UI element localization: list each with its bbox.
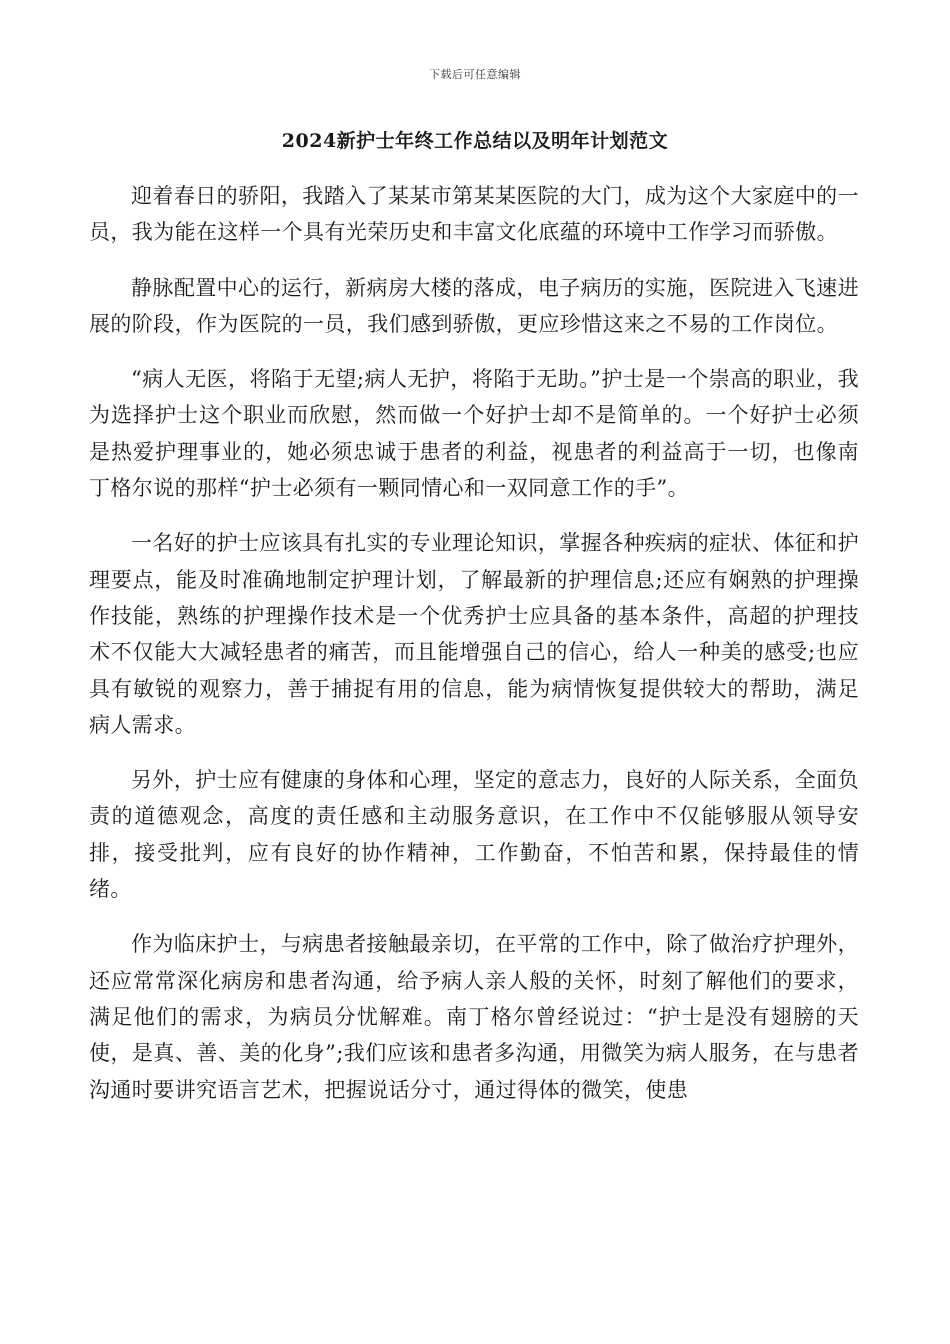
paragraph: 一名好的护士应该具有扎实的专业理论知识，掌握各种疾病的症状、体征和护理要点，能及时准确地制定护理计划，了解最新的护理信息;还应有娴熟的护理操作技能，熟练的护理操作技术是一个优秀护士应具备的基本条件，高超的护理技术不仅能大大减轻患者的痛苦，而且能增强自己的信心，给人一种美的感受;也应具有敏锐的观察力，善于捕捉有用的信息，能为病情恢复提供较大的帮助，满足病人需求。 bbox=[89, 531, 859, 737]
paragraph: “病人无医，将陷于无望;病人无护，将陷于无助。”护士是一个崇高的职业，我为选择护士这个职业而欣慰，然而做一个好护士却不是简单的。一个好护士必须是热爱护理事业的，她必须忠诚于患者的利益，视患者的利益高于一切，也像南丁格尔说的那样“护士必须有一颗同情心和一双同意工作的手”。 bbox=[89, 367, 859, 501]
document-body bbox=[89, 178, 859, 1127]
paragraph: 迎着春日的骄阳，我踏入了某某市第某某医院的大门，成为这个大家庭中的一员，我为能在这样一个具有光荣历史和丰富文化底蕴的环境中工作学习而骄傲。 bbox=[89, 184, 859, 245]
paragraph: 另外，护士应有健康的身体和心理，坚定的意志力，良好的人际关系，全面负责的道德观念，高度的责任感和主动服务意识，在工作中不仅能够服从领导安排，接受批判，应有良好的协作精神，工作勤奋，不怕苦和累，保持最佳的情绪。 bbox=[89, 768, 859, 902]
document-title: 2024新护士年终工作总结以及明年计划范文 bbox=[281, 130, 669, 152]
paragraph: 静脉配置中心的运行，新病房大楼的落成，电子病历的实施，医院进入飞速进展的阶段，作为医院的一员，我们感到骄傲，更应珍惜这来之不易的工作岗位。 bbox=[89, 275, 859, 336]
header-note: 下载后可任意编辑 bbox=[429, 68, 521, 81]
paragraph: 作为临床护士，与病患者接触最亲切，在平常的工作中，除了做治疗护理外，还应常常深化病房和患者沟通，给予病人亲人般的关怀，时刻了解他们的要求，满足他们的需求，为病员分忧解难。南丁格尔曾经说过：“护士是没有翅膀的天使，是真、善、美的化身”;我们应该和患者多沟通，用微笑为病人服务，在与患者沟通时要讲究语言艺术，把握说话分寸，通过得体的微笑，使患 bbox=[89, 932, 859, 1102]
